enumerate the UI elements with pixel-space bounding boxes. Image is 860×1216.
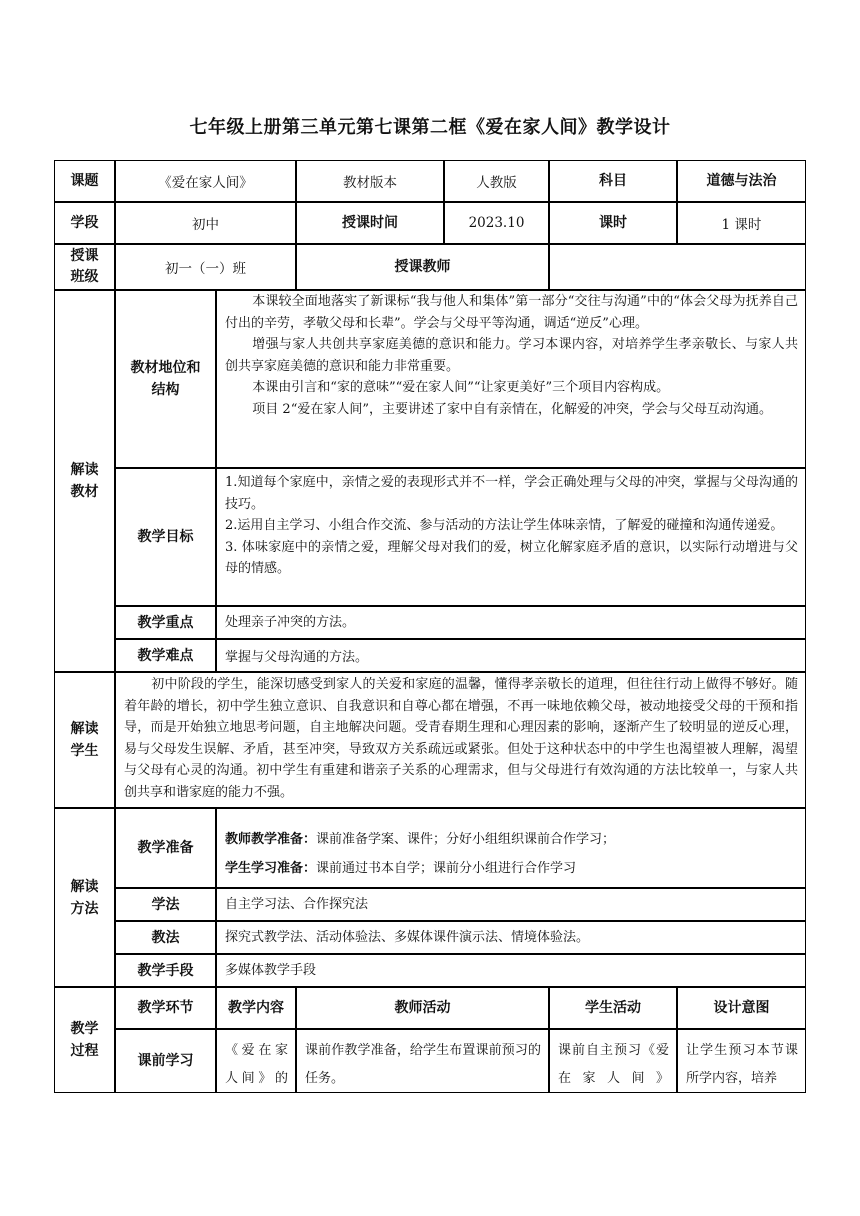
process-header-student: 学生活动 (549, 987, 677, 1029)
position-para: 本课较全面地落实了新课标“我与他人和集体”第一部分“交往与沟通”中的“体会父母为抚养自己付出的辛劳，孝敬父母和长辈”。学会与父母平等沟通，调适“逆反”心理。 (225, 294, 798, 331)
process-row-content: 《爱在家人间》的 (216, 1029, 296, 1093)
class-label (54, 244, 115, 290)
class-label-line1: 授课 (70, 248, 99, 264)
process-row-teacher: 课前作教学准备，给学生布置课前预习的任务。 (296, 1029, 549, 1093)
textbook-section-label-line1: 解读 (70, 462, 99, 478)
process-row-intent: 让学生预习本节课所学内容，培养 (677, 1029, 806, 1093)
process-header-content: 教学内容 (216, 987, 296, 1029)
students-section-label (54, 672, 115, 808)
methods-section-label (54, 808, 115, 987)
means-value: 多媒体教学手段 (216, 954, 806, 987)
prep-label: 教学准备 (115, 808, 216, 888)
key-point-label: 教学重点 (115, 606, 216, 639)
position-label-line2: 结构 (151, 382, 180, 398)
position-para: 本课由引言和“家的意味”“爱在家人间”“让家更美好”三个项目内容构成。 (252, 380, 670, 395)
edition-value: 人教版 (444, 160, 549, 202)
student-prep-text: 课前通过书本自学；课前分小组进行合作学习 (316, 861, 577, 876)
position-label-line1: 教材地位和 (130, 360, 201, 376)
hours-value: 1 课时 (677, 202, 806, 244)
position-text (216, 290, 806, 468)
textbook-section-label-line2: 教材 (70, 484, 99, 500)
prep-text (216, 808, 806, 888)
course-value: 《爱在家人间》 (115, 160, 296, 202)
process-section-label-line2: 过程 (70, 1043, 99, 1059)
teach-method-value: 探究式教学法、活动体验法、多媒体课件演示法、情境体验法。 (216, 921, 806, 954)
study-method-label: 学法 (115, 888, 216, 921)
student-prep-lead: 学生学习准备： (225, 861, 317, 876)
teacher-prep-lead: 教师教学准备： (225, 832, 317, 847)
process-header-teacher: 教师活动 (296, 987, 549, 1029)
teacher-value (549, 244, 806, 290)
process-header-stage: 教学环节 (115, 987, 216, 1029)
students-section-label-line1: 解读 (70, 721, 99, 737)
edition-label: 教材版本 (296, 160, 444, 202)
course-label: 课题 (54, 160, 115, 202)
class-value: 初一（一）班 (115, 244, 296, 290)
teacher-prep-text: 课前准备学案、课件；分好小组组织课前合作学习； (316, 832, 616, 847)
methods-section-label-line2: 方法 (70, 900, 99, 917)
textbook-section-label (54, 290, 115, 672)
class-label-line2: 班级 (70, 269, 99, 285)
goal-item: 2.运用自主学习、小组合作交流、参与活动的方法让学生体味亲情，了解爱的碰撞和沟通传递爱。 (225, 518, 784, 533)
students-section-label-line2: 学生 (70, 743, 99, 759)
process-section-label (54, 987, 115, 1093)
time-value: 2023.10 (444, 202, 549, 244)
position-para: 项目 2“爱在家人间”，主要讲述了家中自有亲情在，化解爱的冲突，学会与父母互动沟通。 (252, 401, 772, 417)
subject-value: 道德与法治 (677, 160, 806, 202)
students-text (115, 672, 806, 808)
difficulty-label: 教学难点 (115, 639, 216, 672)
goals-label: 教学目标 (115, 468, 216, 606)
goal-item: 1.知道每个家庭中，亲情之爱的表现形式并不一样，学会正确处理与父母的冲突，掌握与父母沟通的技巧。 (225, 475, 798, 512)
goal-item: 3. 体味家庭中的亲情之爱，理解父母对我们的爱，树立化解家庭矛盾的意识，以实际行动增进与父母的情感。 (225, 539, 798, 576)
position-label (115, 290, 216, 468)
process-section-label-line1: 教学 (70, 1021, 99, 1037)
student-prep (225, 854, 798, 883)
process-row-stage: 课前学习 (115, 1029, 216, 1093)
time-label: 授课时间 (296, 202, 444, 244)
stage-label: 学段 (54, 202, 115, 244)
page-title: 七年级上册第三单元第七课第二框《爱在家人间》教学设计 (189, 117, 671, 138)
difficulty-value: 掌握与父母沟通的方法。 (216, 639, 806, 672)
key-point-value: 处理亲子冲突的方法。 (216, 606, 806, 639)
teacher-prep (225, 825, 798, 854)
process-header-intent: 设计意图 (677, 987, 806, 1029)
teach-method-label: 教法 (115, 921, 216, 954)
teacher-label: 授课教师 (296, 244, 549, 290)
subject-label: 科目 (549, 160, 677, 202)
process-row-student: 课前自主预习《爱在家人间》 (549, 1029, 677, 1093)
goals-text (216, 468, 806, 606)
means-label: 教学手段 (115, 954, 216, 987)
hours-label: 课时 (549, 202, 677, 244)
students-paragraph: 初中阶段的学生，能深切感受到家人的关爱和家庭的温馨，懂得孝亲敬长的道理，但往往行动上做得不够好。随着年龄的增长，初中学生独立意识、自我意识和自尊心都在增强，不再一味地依赖父母，被动地接受父母的干预和指导，而是开始独立地思考问题，自主地解决问题。受青春期生理和心理因素的影响，逐渐产生了较明显的逆反心理，易与父母发生误解、矛盾，甚至冲突，导致双方关系疏远或紧张。但处于这种状态中的中学生也渴望被人理解，渴望与父母有心灵的沟通。初中学生有重建和谐亲子关系的心理需求，但与父母进行有效沟通的方法比较单一，与家人共创共享和谐家庭的能力不强。 (124, 677, 798, 800)
position-para: 增强与家人共创共享家庭美德的意识和能力。学习本课内容，对培养学生孝亲敬长、与家人共创共享家庭美德的意识和能力非常重要。 (225, 337, 798, 374)
methods-section-label-line1: 解读 (70, 878, 99, 895)
stage-value: 初中 (115, 202, 296, 244)
study-method-value: 自主学习法、合作探究法 (216, 888, 806, 921)
